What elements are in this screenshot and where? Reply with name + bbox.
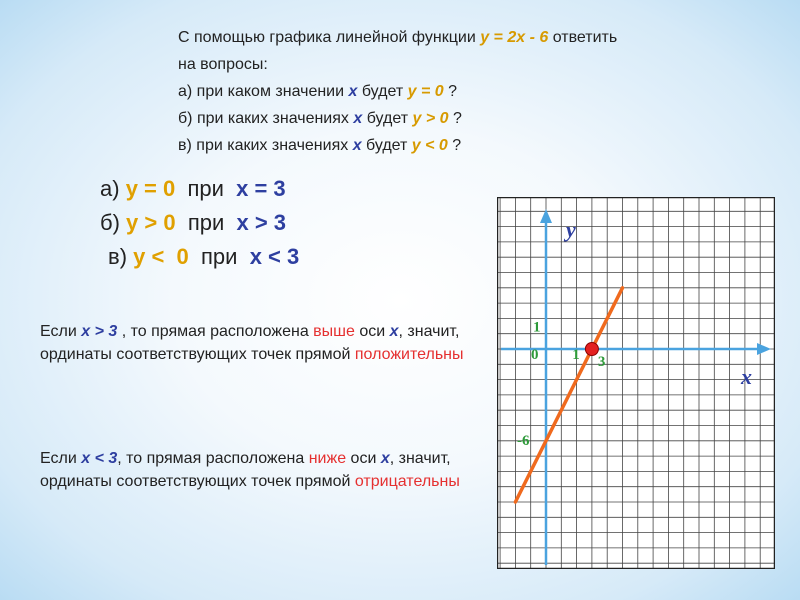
x-tick-label-1: 1: [572, 347, 580, 363]
task-function: y = 2x - 6: [480, 29, 549, 46]
y-axis-label: y: [566, 217, 576, 242]
qc-y: y < 0: [411, 137, 448, 154]
task-question-b: [178, 105, 778, 132]
qa-mid: будет: [357, 83, 408, 100]
qc-x: x: [352, 137, 362, 154]
task-question-a: [178, 78, 778, 105]
exp2-cond: x < 3: [81, 450, 118, 467]
y-tick-label-1: 1: [533, 319, 541, 336]
answer-a: [100, 172, 299, 206]
answer-a-label: а): [100, 176, 126, 201]
exp1-t4: , значит, ординаты соответствующих точек прямой: [40, 323, 460, 363]
exp2-t3: оси: [346, 450, 381, 467]
exp2-sign: отрицательны: [354, 473, 460, 490]
y-intercept-label: -6: [517, 432, 530, 449]
task-intro: С помощью графика линейной функции: [178, 29, 481, 46]
answers-block: [100, 172, 299, 274]
qa-pre: а) при каком значении: [178, 83, 349, 100]
origin-label: 0: [531, 347, 539, 363]
exp1-t1: Если: [40, 323, 82, 340]
exp1-sign: положительны: [354, 346, 464, 363]
exp2-where: ниже: [308, 450, 347, 467]
exp1-where: выше: [313, 323, 355, 340]
function-graph: [497, 197, 775, 569]
answer-a-x: x = 3: [236, 176, 286, 201]
qb-y: y > 0: [412, 110, 449, 127]
exp1-cond: x > 3: [81, 323, 118, 340]
answer-b-label: б): [100, 210, 127, 235]
answer-b-x: x > 3: [236, 210, 287, 235]
answer-c-pri: при: [188, 244, 250, 269]
explanation-below: [40, 447, 490, 493]
answer-c-x: x < 3: [249, 244, 300, 269]
answer-c-label: в): [108, 244, 134, 269]
qb-end: ?: [448, 110, 462, 127]
exp2-t1: Если: [40, 450, 82, 467]
qb-mid: будет: [362, 110, 413, 127]
exp1-t3: оси: [354, 323, 390, 340]
exp2-axis: x: [380, 450, 390, 467]
task-intro-end: ответить: [548, 29, 618, 46]
exp1-axis: x: [389, 323, 399, 340]
qb-x: x: [353, 110, 363, 127]
answer-b-pri: при: [175, 210, 237, 235]
root-label: 3: [597, 354, 606, 370]
qc-end: ?: [447, 137, 462, 154]
answer-c-y: y < 0: [133, 244, 189, 269]
graph-background: [497, 197, 775, 569]
qa-x: x: [348, 83, 358, 100]
task-question-c: [178, 132, 778, 159]
exp2-t2: , то прямая расположена: [117, 450, 309, 467]
task-line-2: на вопросы:: [178, 56, 268, 73]
task-line-1: [178, 24, 778, 51]
qa-y: y = 0: [407, 83, 444, 100]
explanation-above: [40, 320, 490, 366]
qc-pre: в) при каких значениях: [178, 137, 353, 154]
qb-pre: б) при каких значениях: [178, 110, 354, 127]
qa-end: ?: [443, 83, 457, 100]
answer-a-y: y = 0: [125, 176, 176, 201]
exp2-t4: , значит, ординаты соответствующих точек прямой: [40, 450, 451, 490]
answer-a-pri: при: [175, 176, 237, 201]
x-axis-label: x: [741, 364, 752, 389]
answer-b-y: y > 0: [126, 210, 176, 235]
root-point: [585, 343, 598, 356]
qc-mid: будет: [361, 137, 412, 154]
answer-b: [100, 206, 299, 240]
task-text: [178, 24, 778, 159]
exp1-t2: , то прямая расположена: [117, 323, 314, 340]
answer-c: [100, 240, 299, 274]
